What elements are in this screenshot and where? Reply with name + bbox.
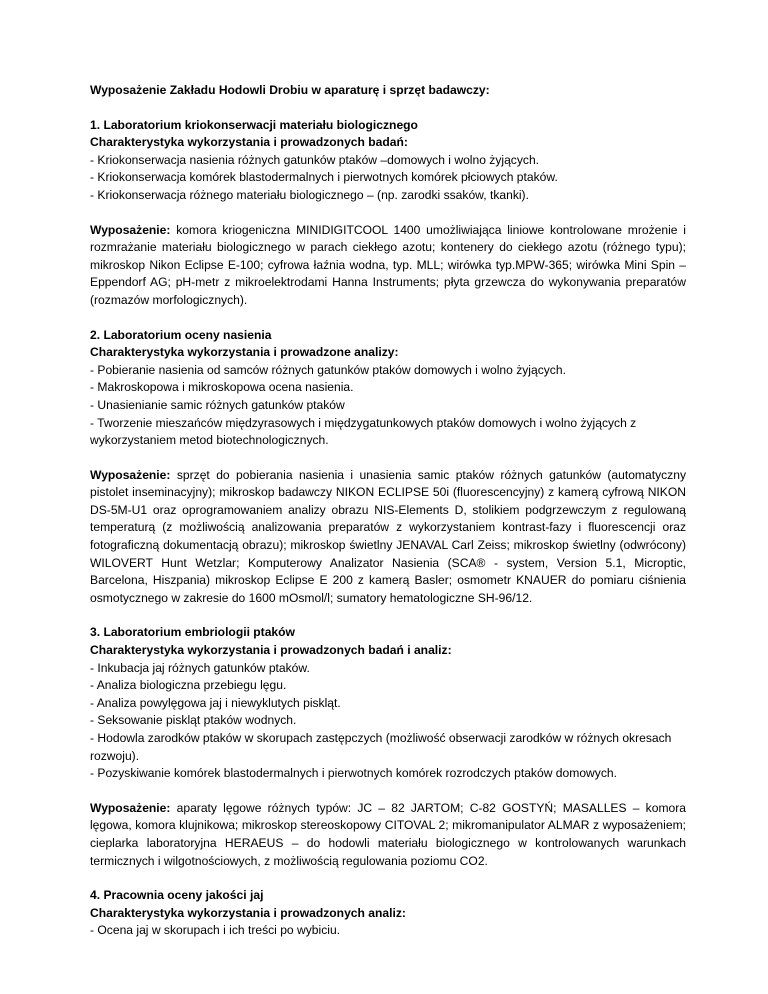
equipment-paragraph [90,467,686,608]
section-title: 4. Pracownia oceny jakości jaj [90,888,264,903]
section-4 [90,887,686,940]
list-item: - Tworzenie mieszańców międzyrasowych i międzygatunkowych ptaków domowych i wolno żyjących z wykorzystaniem metod biotechnologicznych. [90,415,637,448]
list-item: - Ocena jaj w skorupach i ich treści po wybiciu. [90,923,341,938]
section-3 [90,624,686,782]
equipment-text: aparaty lęgowe różnych typów: JC – 82 JARTOM; C-82 GOSTYŃ; MASALLES – komora lęgowa, komora klujnikowa; mikroskop stereoskopowy CITOVAL 2; mikromanipulator ALMAR z wyposażeniem; cieplarka laboratoryjna HERAEUS – do hodowli materiału biologicznego w kontrolowanych warunkach termicznych i wilgotnościowych, z możliwością regulowania poziomu CO2. [90,800,686,868]
section-subtitle: Charakterystyka wykorzystania i prowadzone analizy: [90,345,399,360]
list-item: - Makroskopowa i mikroskopowa ocena nasienia. [90,380,354,395]
section-subtitle: Charakterystyka wykorzystania i prowadzonych badań: [90,135,408,150]
section-title: 1. Laboratorium kriokonserwacji materiału biologicznego [90,117,418,132]
list-item: - Kriokonserwacja różnego materiału biologicznego – (np. zarodki ssaków, tkanki). [90,187,529,202]
list-item: - Kriokonserwacja komórek blastodermalnych i pierwotnych komórek płciowych ptaków. [90,170,558,185]
equipment-text: sprzęt do pobierania nasienia i unasienia samic ptaków różnych gatunków (automatyczny pistolet inseminacyjny); mikroskop badawczy NIKON ECLIPSE 50i (fluorescencyjny) z kamerą cyfrową NIKON DS-5M-U1 oraz oprogramowaniem analizy obrazu NIS-Elements D, stolikiem podgrzewczym z regulowaną temperaturą (z możliwością analizowania preparatów z wykorzystaniem kontrast-fazy i fluorescencji oraz fotograficzną dokumentacją obrazu); mikroskop świetlny JENAVAL Carl Zeiss; mikroskop świetlny (odwrócony) WILOVERT Hunt Wetzlar; Komputerowy Analizator Nasienia (SCA® - system, Version 5.1, Microptic, Barcelona, Hiszpania) mikroskop Eclipse E 200 z kamerą Basler; osmometr KNAUER do pomiaru ciśnienia osmotycznego w zakresie do 1600 mOsmol/l; sumatory hematologiczne SH-96/12. [90,467,686,605]
section-2 [90,327,686,450]
list-item: - Pozyskiwanie komórek blastodermalnych i pierwotnych komórek rozrodczych ptaków domowych. [90,766,617,781]
equipment-paragraph [90,800,686,870]
list-item: - Seksowanie piskląt ptaków wodnych. [90,713,297,728]
section-subtitle: Charakterystyka wykorzystania i prowadzonych badań i analiz: [90,643,452,658]
list-item: - Analiza powylęgowa jaj i niewyklutych piskląt. [90,695,341,710]
equipment-paragraph [90,222,686,310]
equipment-label: Wyposażenie: [90,222,171,237]
list-item: - Unasienianie samic różnych gatunków ptaków [90,397,345,412]
section-1 [90,117,686,205]
list-item: - Inkubacja jaj różnych gatunków ptaków. [90,660,310,675]
equipment-text: komora kriogeniczna MINIDIGITCOOL 1400 umożliwiająca liniowe kontrolowane mrożenie i rozmrażanie materiału biologicznego w parach ciekłego azotu; kontenery do ciekłego azotu (różnego typu); mikroskop Nikon Eclipse E-100; cyfrowa łaźnia wodna, typ. MLL; wirówka typ.MPW-365; wirówka Mini Spin –Eppendorf AG; pH-metr z mikroelektrodami Hanna Instruments; płyta grzewcza do wykonywania preparatów (rozmazów morfologicznych). [90,222,686,307]
equipment-label: Wyposażenie: [90,467,171,482]
list-item: - Kriokonserwacja nasienia różnych gatunków ptaków –domowych i wolno żyjących. [90,152,540,167]
list-item: - Pobieranie nasienia od samców różnych gatunków ptaków domowych i wolno żyjących. [90,362,566,377]
section-title: 3. Laboratorium embriologii ptaków [90,625,295,640]
list-item: - Analiza biologiczna przebiegu lęgu. [90,678,287,693]
list-item: - Hodowla zarodków ptaków w skorupach zastępczych (możliwość obserwacji zarodków w różnych okresach rozwoju). [90,731,672,763]
section-subtitle: Charakterystyka wykorzystania i prowadzonych analiz: [90,905,406,920]
section-title: 2. Laboratorium oceny nasienia [90,327,272,342]
document-title: Wyposażenie Zakładu Hodowli Drobiu w aparaturę i sprzęt badawczy: [90,83,490,97]
equipment-label: Wyposażenie: [90,800,171,815]
